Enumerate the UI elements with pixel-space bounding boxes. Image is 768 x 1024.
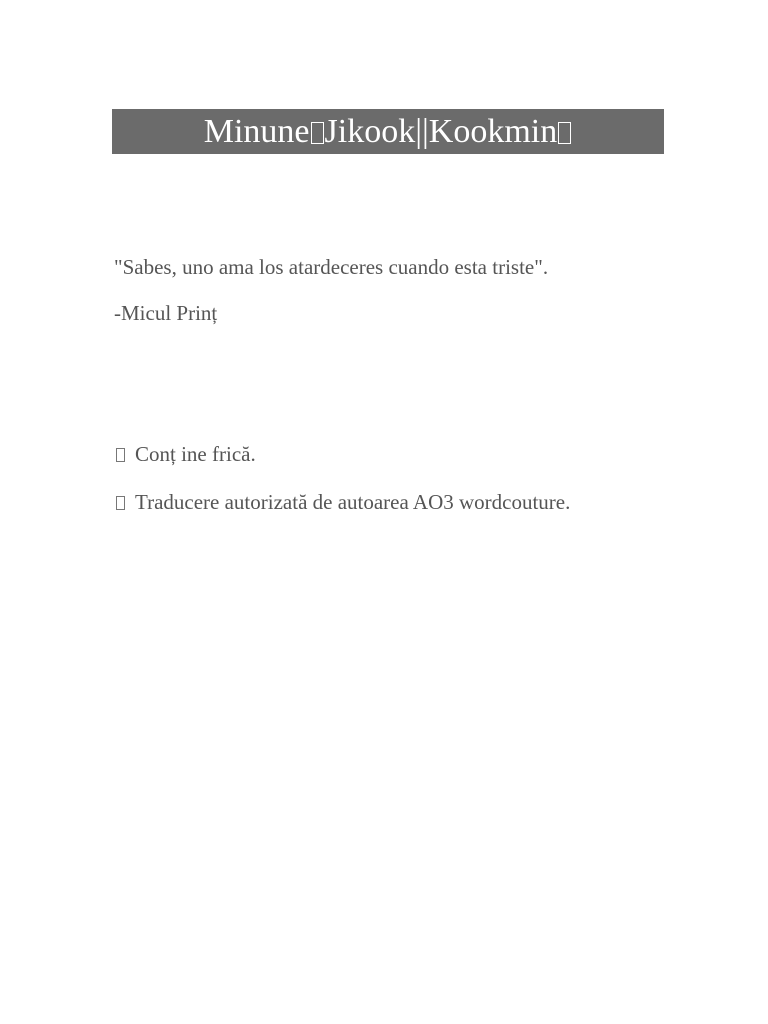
missing-glyph-icon [116, 448, 125, 462]
missing-glyph-icon [311, 122, 324, 144]
title-banner [112, 109, 664, 154]
document-title [204, 109, 573, 154]
note-text: Traducere autorizată de autoarea AO3 wordcouture. [135, 490, 571, 514]
missing-glyph-icon [116, 496, 125, 510]
epigraph-quote: "Sabes, uno ama los atardeceres cuando esta triste". [114, 255, 549, 279]
note-text: Conț ine frică. [135, 442, 256, 466]
title-part-2: Jikook||Kookmin [324, 113, 558, 150]
missing-glyph-icon [558, 122, 571, 144]
title-part-1: Minune [203, 113, 310, 150]
note-translation-credit [114, 489, 570, 515]
note-content-warning [114, 441, 256, 467]
epigraph-attribution: -Micul Prinț [114, 301, 218, 325]
